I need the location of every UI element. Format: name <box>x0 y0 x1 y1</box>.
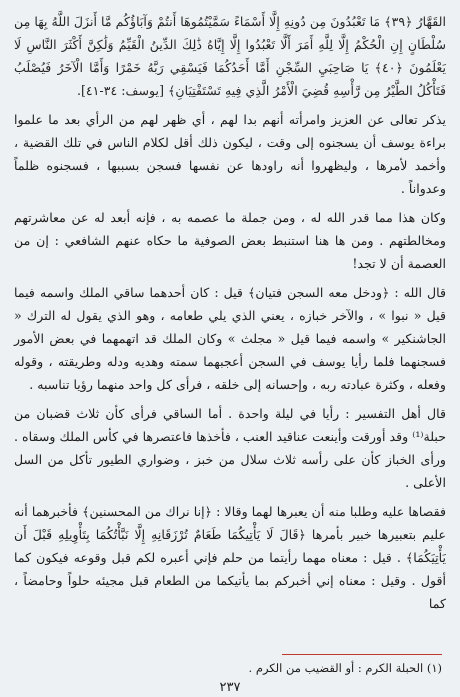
paragraph-1: يذكر تعالى عن العزيز وامرأته أنهم بدا لهم ، أي ظهر لهم من الرأي بعد ما علموا براءة يوسف أن يسجنوه إلى وقت ، ليكون ذلك أقل لكلام الناس في تلك القضية ، وأخمد لأمرها ، وليظهروا أنه راودها عن نفسها فسجن بسببها ، فسجنوه ظلماً وعدواناً . <box>14 112 446 196</box>
footnote: (١) الحبلة الكرم : أو القضيب من الكرم . <box>248 661 442 675</box>
quran-verse-block: القَهَّارُ ﴿٣٩﴾ مَا تَعْبُدُونَ مِن دُونِهِ إِلَّا أَسْمَاءً سَمَّيْتُمُوهَا أَنتُمْ وَآبَاؤُكُم مَّا أَنزَلَ اللَّهُ بِهَا مِن سُلْطَانٍ إِنِ الْحُكْمُ إِلَّا لِلَّهِ أَمَرَ أَلَّا تَعْبُدُوا إِلَّا إِيَّاهُ ذَٰلِكَ الدِّينُ الْقَيِّمُ وَلَٰكِنَّ أَكْثَرَ النَّاسِ لَا يَعْلَمُونَ ﴿٤٠﴾ يَا صَاحِبَيِ السِّجْنِ أَمَّا أَحَدُكُمَا فَيَسْقِي رَبَّهُ خَمْرًا وَأَمَّا الْآخَرُ فَيُصْلَبُ فَتَأْكُلُ الطَّيْرُ مِن رَّأْسِهِ قُضِيَ الْأَمْرُ الَّذِي فِيهِ تَسْتَفْتِيَانِ﴾ [يوسف: ٣٤-٤١]. <box>14 14 446 98</box>
paragraph-4: قال أهل التفسير : رأيا في ليلة واحدة . أما الساقي فرأى كأن ثلاث قضبان من حبلة⁽¹⁾ وقد أورقت وأينعت عناقيد العنب ، فأخذها فاعتصرها في كأس الملك وسقاه . ورأى الخباز كأن على رأسه ثلاث سلال من خبز ، وضواري الطيور تأكل من السل الأعلى . <box>14 406 446 490</box>
paragraph-3: قال الله : ﴿ودخل معه السجن فتيان﴾ قيل : كان أحدهما ساقي الملك واسمه فيما قيل « نبوا » ، والآخر خبازه ، يعني الذي يلي طعامه ، وهو الذي يقول له الترك « الجاشنكير » واسمه فيما قيل « مجلث » وكان الملك قد اتهمهما في بعض الأمور فسجنهما فلما رأيا يوسف في السجن أعجبهما سمته وهديه ودله وطريقته ، وقوله وفعله ، وكثرة عبادته ربه ، وإحسانه إلى خلقه ، فرأى كل واحد منهما رؤيا تناسبه . <box>14 285 446 392</box>
page-number: ٢٣٧ <box>219 680 241 695</box>
paragraph-5: فقصاها عليه وطلبا منه أن يعبرها لهما وقالا : ﴿إنا نراك من المحسنين﴾ فأخبرهما أنه عليم بتعبيرها خبير بأمرها ﴿قَالَ لَا يَأْتِيكُمَا طَعَامٌ تُرْزَقَانِهِ إِلَّا نَبَّأْتُكُمَا بِتَأْوِيلِهِ قَبْلَ أَن يَأْتِيَكُمَا﴾ . قيل : معناه مهما رأيتما من حلم فإني أعبره لكم قبل وقوعه فيكون كما أقول . وقيل : معناه إني أخبركم بما يأتيكما من الطعام قبل مجيئه حلواً وحامضاً ، كما <box>14 504 446 611</box>
paragraph-2: وكان هذا مما قدر الله له ، ومن جملة ما عصمه به ، فإنه أبعد له عن معاشرتهم ومخالطتهم . ومن ها هنا استنبط بعض الصوفية ما حكاه عنهم الشافعي : إن من العصمة أن لا تجد! <box>14 210 446 271</box>
footnote-divider <box>282 654 442 655</box>
